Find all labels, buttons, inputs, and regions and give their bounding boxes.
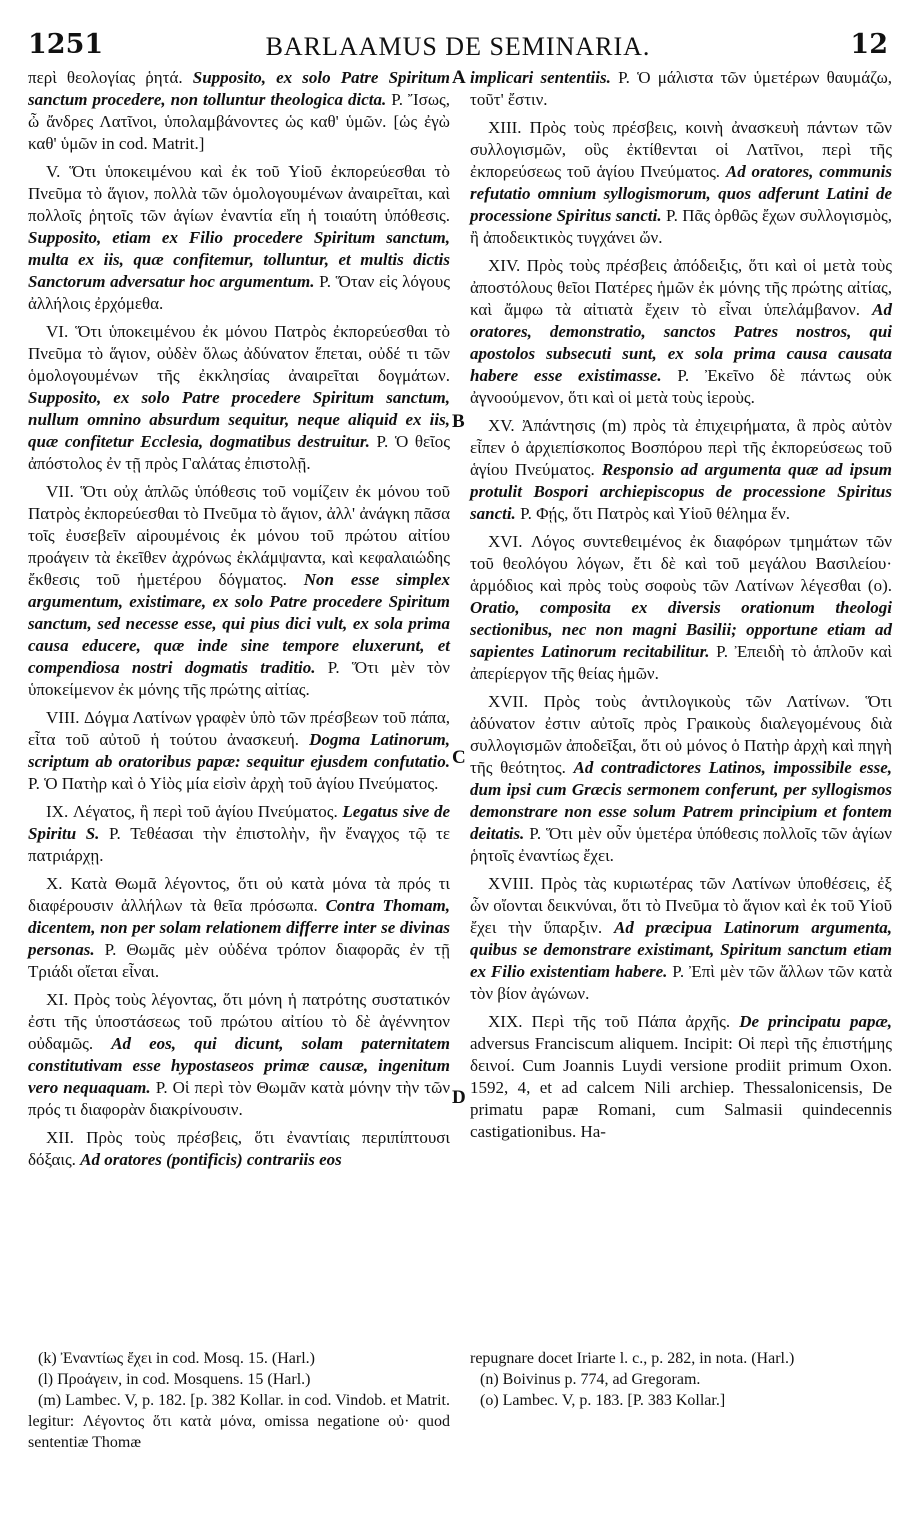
paragraph-xvi: XVI. Λόγος συντεθειμένος ἐκ διαφόρων τμημάτων τῶν τοῦ θεολόγου λόγων, ἔτι δὲ καὶ τοῦ μεγάλου Βασιλείου· ἁρμόδιος καὶ πρὸς τοὺς σοφοὺς τῶν Λατίνων λέγεσθαι (o). Oratio, composita ex diversis orationum theologi sectionibus, nec non magni Basilii; opportune etiam ad sapientes Latinorum recitabilitur. P. Ἐπειδὴ τὸ ἁπλοῦν καὶ ἀπερίεργον τῆς θείας ἡμῶν.	[470, 532, 892, 683]
left-column	[28, 67, 450, 1327]
paragraph-vi: VI. Ὅτι ὑποκειμένου ἐκ μόνου Πατρὸς ἐκπορεύεσθαι τὸ Πνεῦμα τὸ ἅγιον, οὐδὲν ὅλως ἀδύνατον ἕπεται, οὐδέ τι τῶν ὁμολογουμένων τῆς ἐκκλησίας ἀναιρεῖται δογμάτων. Supposito, ex solo Patre procedere Spiritum sanctum, nullum omnino absurdum sequitur, neque aliquid ex iis, quæ confitetur Ecclesia, dogmatibus destruitur. P. Ὁ θεῖος ἀπόστολος ἐν τῇ πρὸς Γαλάτας ἐπιστολῇ.	[28, 322, 450, 473]
page-number-right: 12	[850, 29, 888, 60]
right-column	[470, 67, 892, 1327]
footnote-m-continued: repugnare docet Iriarte l. c., p. 282, in nota. (Harl.)	[470, 1350, 795, 1367]
margin-letter-c: C	[452, 747, 466, 768]
paragraph-viii: VIII. Δόγμα Λατίνων γραφὲν ὑπὸ τῶν πρέσβεων τοῦ πάπα, εἶτα τοῦ αὐτοῦ ἡ τούτου ἀνασκευή. Dogma Latinorum, scriptum ab oratoribus papæ: sequitur ejusdem confutatio. P. Ὁ Πατὴρ καὶ ὁ Υἱὸς μία εἰσὶν ἀρχὴ τοῦ ἁγίου Πνεύματος.	[28, 708, 451, 793]
paragraph-xi: XI. Πρὸς τοὺς λέγοντας, ὅτι μόνη ἡ πατρότης συστατικόν ἐστι τῆς ὑποστάσεως τοῦ πρώτου αἰτίου τὸ δὲ ἀγέννητον οὐδαμῶς. Ad eos, qui dicunt, solam paternitatem constitutivam esse hypostaseos primæ causæ, ingenitum vero nequaquam. P. Οἱ περὶ τὸν Θωμᾶν κατὰ μόνην τὴν τῶν πρός τι διαφορὰν διακρίνουσιν.	[28, 990, 451, 1119]
footnote-o: (o) Lambec. V, p. 183. [P. 383 Kollar.]	[480, 1392, 726, 1409]
footnotes-left	[28, 1348, 450, 1453]
footnote-n: (n) Boivinus p. 774, ad Gregoram.	[480, 1371, 701, 1388]
margin-letter-a: A	[452, 67, 466, 88]
paragraph-x: X. Κατὰ Θωμᾶ λέγοντος, ὅτι οὐ κατὰ μόνα τὰ πρός τι διαφέρουσιν ἀλλήλων τὰ θεῖα πρόσωπα. Contra Thomam, dicentem, non per solam relationem differre inter se divinas personas. P. Θωμᾶς μὲν οὐδένα τρόπον διαφορᾶς ἐν τῇ Τριάδι οἴεται εἶναι.	[28, 874, 451, 981]
paragraph-xvii: XVII. Πρὸς τοὺς ἀντιλογικοὺς τῶν Λατίνων. Ὅτι ἀδύνατον ἐστιν αὐτοῖς πρὸς Γραικοὺς διαλεγομένους διὰ συλλογισμῶν ἀποδεῖξαι, ὅτι οὐ μόνος ὁ Πατὴρ ἀρχὴ καὶ πηγὴ τῆς θεότητος. Ad contradictores Latinos, impossibile esse, dum ipsi cum Græcis sermonem conferunt, per syllogismos demonstrare non esse solum Patrem principium et fontem deitatis. P. Ὅτι μὲν οὖν ὑμετέρα ὑπόθεσις πολλοῖς τῶν ἁγίων ῥητοῖς ἐναντίως ἔχει.	[470, 692, 892, 865]
paragraph-vii: VII. Ὅτι οὐχ ἁπλῶς ὑπόθεσις τοῦ νομίζειν ἐκ μόνου τοῦ Πατρὸς ἐκπορεύεσθαι τὸ Πνεῦμα τὸ ἅγιον, ἀλλ' ἀνάγκη πᾶσα τοῖς ἐυσεβεῖν αἱρουμένοις ἐκ μόνου τοῦ πρώτου αἰτίου προάγειν τὰ ἐκεῖθεν ἀχρόνως ἐκλάμψαντα, καὶ κεφαλαιώδης ἔκθεσις τοῦ ἡμετέρου δόγματος. Non esse simplex argumentum, existimare, ex solo Patre procedere Spiritum sanctum, sed necesse esse, qui pius dici vult, ex sola prima causa educere, quæ inde sine tempore eluxerunt, et compendiosa nostri dogmatis traditio. P. Ὅτι μὲν τὸν ὑποκείμενον ἐκ μόνης τῆς πρώτης αἰτίας.	[28, 482, 450, 699]
footnotes-right	[470, 1348, 892, 1411]
paragraph-ix: IX. Λέγατος, ἢ περὶ τοῦ ἁγίου Πνεύματος. Legatus sive de Spiritu S. P. Τεθέασαι τὴν ἐπιστολὴν, ἣν ἔναγχος τῷ τε πατριάρχῃ.	[28, 802, 451, 865]
margin-letter-d: D	[452, 1087, 466, 1108]
paragraph-xiv: XIV. Πρὸς τοὺς πρέσβεις ἀπόδειξις, ὅτι καὶ οἱ μετὰ τοὺς ἀποστόλους θεῖοι Πατέρες ἡμῶν ἐκ μόνης τῆς πρώτης αἰτίας, καὶ ἄμφω τὰ αἰτιατὰ ἔχειν τὸ εἶναι ὑπελάμβανον. Ad oratores, demonstratio, sanctos Patres nostros, qui apostolos subsecuti sunt, ex sola prima causa causata habere esse existimasse. P. Ἐκεῖνο δὲ πάντως οὐκ ἀγνοούμενον, ὅτι καὶ οἱ μετὰ τοὺς ἱεροὺς.	[470, 256, 892, 407]
paragraph-xiii: XIII. Πρὸς τοὺς πρέσβεις, κοινὴ ἀνασκευὴ πάντων τῶν συλλογισμῶν, οὓς ἐκτίθενται οἱ Λατῖνοι, περὶ τῆς ἐκπορεύσεως τοῦ ἁγίου Πνεύματος. Ad oratores, communis refutatio omnium syllogismorum, quos adferunt Latini de processione Spiritus sancti. P. Πᾶς ὀρθῶς ἔχων συλλογισμὸς, ἢ ἀποδεικτικὸς τυγχάνει ὤν.	[470, 118, 892, 247]
footnote-k: (k) Ἐναντίως ἔχει in cod. Mosq. 15. (Harl.)	[38, 1350, 316, 1367]
page-header	[28, 30, 888, 66]
page-number-left: 1251	[28, 29, 104, 60]
paragraph-xii: XII. Πρὸς τοὺς πρέσβεις, ὅτι ἐναντίαις περιπίπτουσι δόξαις. Ad oratores (pontificis) contrariis eos	[28, 1128, 450, 1169]
footnote-l: (l) Προάγειν, in cod. Mosquens. 15 (Harl.)	[38, 1371, 311, 1388]
footnote-m: (m) Lambec. V, p. 182. [p. 382 Kollar. in cod. Vindob. et Matrit. legitur: Λέγοντος ὅτι κατὰ μόνα, omissa negatione οὐ· quod sententiæ Thomæ	[28, 1392, 450, 1451]
paragraph-xviii: XVIII. Πρὸς τὰς κυριωτέρας τῶν Λατίνων ὑποθέσεις, ἐξ ὧν οἴονται δεικνύναι, ὅτι τὸ Πνεῦμα τὸ ἅγιον καὶ ἐκ τοῦ Υἱοῦ ἔχει τὴν ὕπαρξιν. Ad præcipua Latinorum argumenta, quibus se demonstrare existimant, Spiritum sanctum etiam ex Filio existentiam habere. P. Ἐπὶ μὲν τῶν ἄλλων τῶν κατὰ τὸν βίον ἀγώνων.	[470, 874, 892, 1003]
paragraph-xii-end: implicari sententiis. P. Ὁ μάλιστα τῶν ὑμετέρων θαυμάζω, τοῦτ' ἔστιν.	[470, 68, 893, 109]
paragraph-v: V. Ὅτι ὑποκειμένου καὶ ἐκ τοῦ Υἱοῦ ἐκπορεύεσθαι τὸ Πνεῦμα τὸ ἅγιον, πολλὰ τῶν ὁμολογουμένων ἀναιρεῖται, καὶ πολλοῖς ῥητοῖς τῶν ἁγίων ἐναντία εἴη ἡ τοιαύτη ὑπόθεσις. Supposito, etiam ex Filio procedere Spiritum sanctum, multa ex iis, quæ confitemur, tolluntur, et multis dictis Sanctorum adversatur hoc argumentum. P. Ὅταν εἰς λόγους ἀλλήλοις ἐρχόμεθα.	[28, 162, 450, 313]
margin-letter-b: B	[452, 411, 465, 432]
paragraph-xix: XIX. Περὶ τῆς τοῦ Πάπα ἀρχῆς. De principatu papæ, adversus Franciscum aliquem. Incipit: Οἱ περὶ τῆς ἐπιστήμης δεινοί. Cum Joannis Luydi versione prodiit primum Oxon. 1592, 4, et ad calcem Nili archiep. Thessalonicensis, De primatu papæ Romani, cum Salmasii quindecennis castigationibus. Ha-	[470, 1012, 893, 1141]
paragraph-xv: XV. Ἀπάντησις (m) πρὸς τὰ ἐπιχειρήματα, ἃ πρὸς αὐτὸν εἶπεν ὁ ἀρχιεπίσκοπος Βοσπόρου περὶ τῆς ἐκπορεύσεως τοῦ ἁγίου Πνεύματος. Responsio ad argumenta quæ ad ipsum protulit Bospori archiepiscopus de processione Spiritus sancti. P. Φῄς, ὅτι Πατρὸς καὶ Υἱοῦ θέλημα ἕν.	[470, 416, 893, 523]
paragraph-iv-end: περὶ θεολογίας ῥητά. Supposito, ex solo Patre Spiritum sanctum procedere, non tolluntur theologica dicta. P. Ἴσως, ὦ ἄνδρες Λατῖνοι, ὑπολαμβάνοντες ὡς καθ' ὑμῶν. [ὡς ἐγὼ καθ' ὑμῶν in cod. Matrit.]	[28, 68, 451, 153]
running-title: BARLAAMUS DE SEMINARIA.	[265, 32, 651, 61]
